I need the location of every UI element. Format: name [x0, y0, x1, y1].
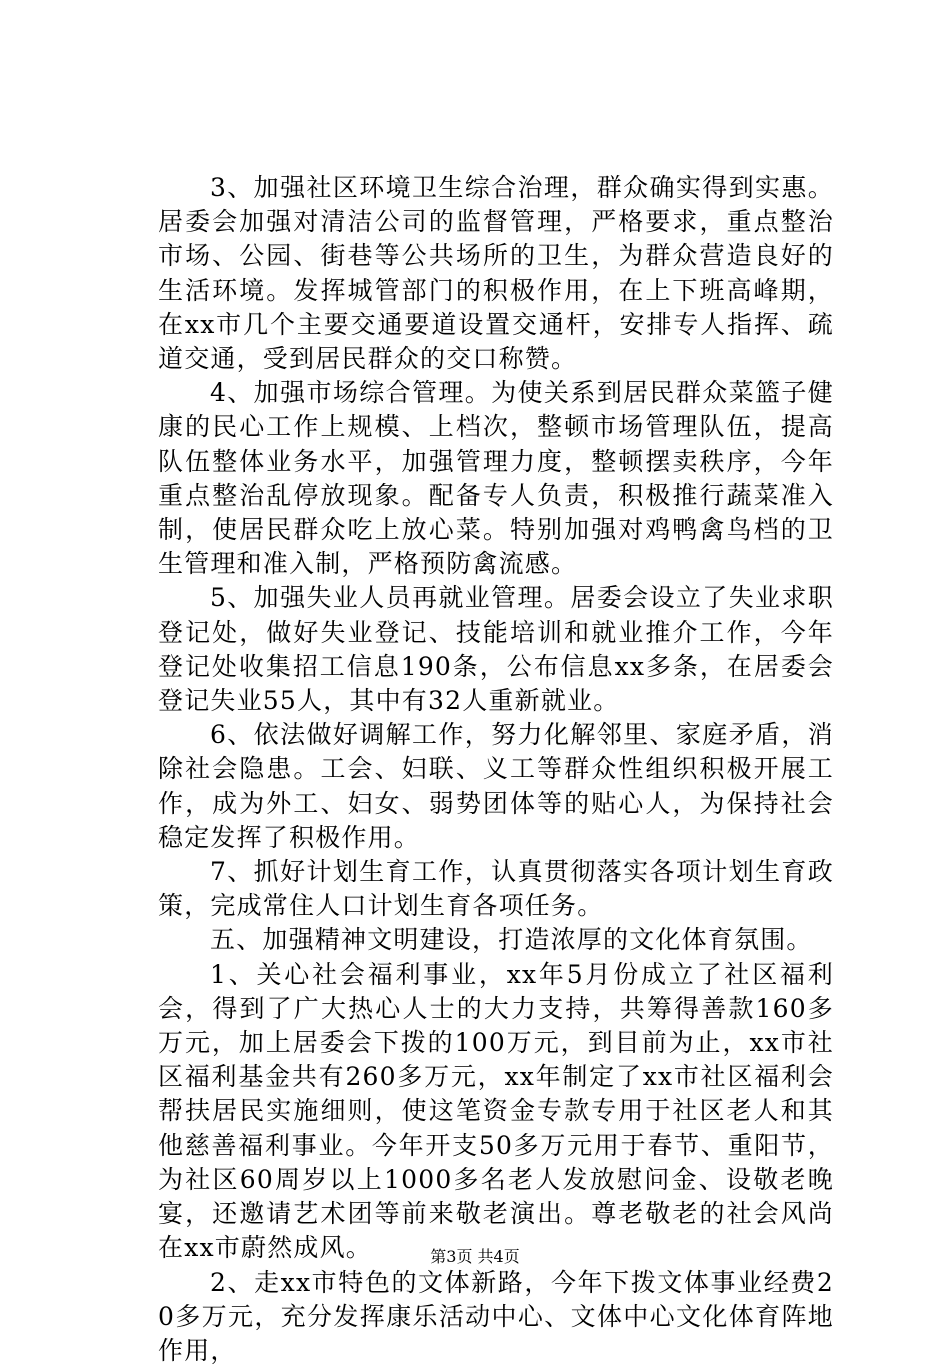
page-footer: 第3页 共4页 [0, 1247, 950, 1267]
section-heading-five: 五、加强精神文明建设，打造浓厚的文化体育氛围。 [158, 923, 834, 957]
paragraph-item-2-culture-sports: 2、走xx市特色的文体新路，今年下拨文体事业经费20多万元，充分发挥康乐活动中心、文体中心文化体育阵地作用， [158, 1266, 834, 1368]
paragraph-item-4-market: 4、加强市场综合管理。为使关系到居民群众菜篮子健康的民心工作上规模、上档次，整顿市场管理队伍，提高队伍整体业务水平，加强管理力度，整顿摆卖秩序，今年重点整治乱停放现象。配备专人负责，积极推行蔬菜准入制，使居民群众吃上放心菜。特别加强对鸡鸭禽鸟档的卫生管理和准入制，严格预防禽流感。 [158, 376, 834, 581]
paragraph-item-1-welfare: 1、关心社会福利事业，xx年5月份成立了社区福利会，得到了广大热心人士的大力支持，共筹得善款160多万元，加上居委会下拨的100万元，到目前为止，xx市社区福利基金共有260多万元，xx年制定了xx市社区福利会帮扶居民实施细则，使这笔资金专款专用于社区老人和其他慈善福利事业。今年开支50多万元用于春节、重阳节，为社区60周岁以上1000多名老人发放慰问金、设敬老晚宴，还邀请艺术团等前来敬老演出。尊老敬老的社会风尚在xx市蔚然成风。 [158, 958, 834, 1266]
paragraph-item-5-employment: 5、加强失业人员再就业管理。居委会设立了失业求职登记处，做好失业登记、技能培训和就业推介工作，今年登记处收集招工信息190条，公布信息xx多条，在居委会登记失业55人，其中有32人重新就业。 [158, 581, 834, 718]
document-body [158, 171, 834, 1368]
paragraph-item-7-family-planning: 7、抓好计划生育工作，认真贯彻落实各项计划生育政策，完成常住人口计划生育各项任务。 [158, 855, 834, 923]
paragraph-item-3-sanitation: 3、加强社区环境卫生综合治理，群众确实得到实惠。居委会加强对清洁公司的监督管理，严格要求，重点整治市场、公园、街巷等公共场所的卫生，为群众营造良好的生活环境。发挥城管部门的积极作用，在上下班高峰期，在xx市几个主要交通要道设置交通杆，安排专人指挥、疏道交通，受到居民群众的交口称赞。 [158, 171, 834, 376]
paragraph-item-6-mediation: 6、依法做好调解工作，努力化解邻里、家庭矛盾，消除社会隐患。工会、妇联、义工等群众性组织积极开展工作，成为外工、妇女、弱势团体等的贴心人，为保持社会稳定发挥了积极作用。 [158, 718, 834, 855]
